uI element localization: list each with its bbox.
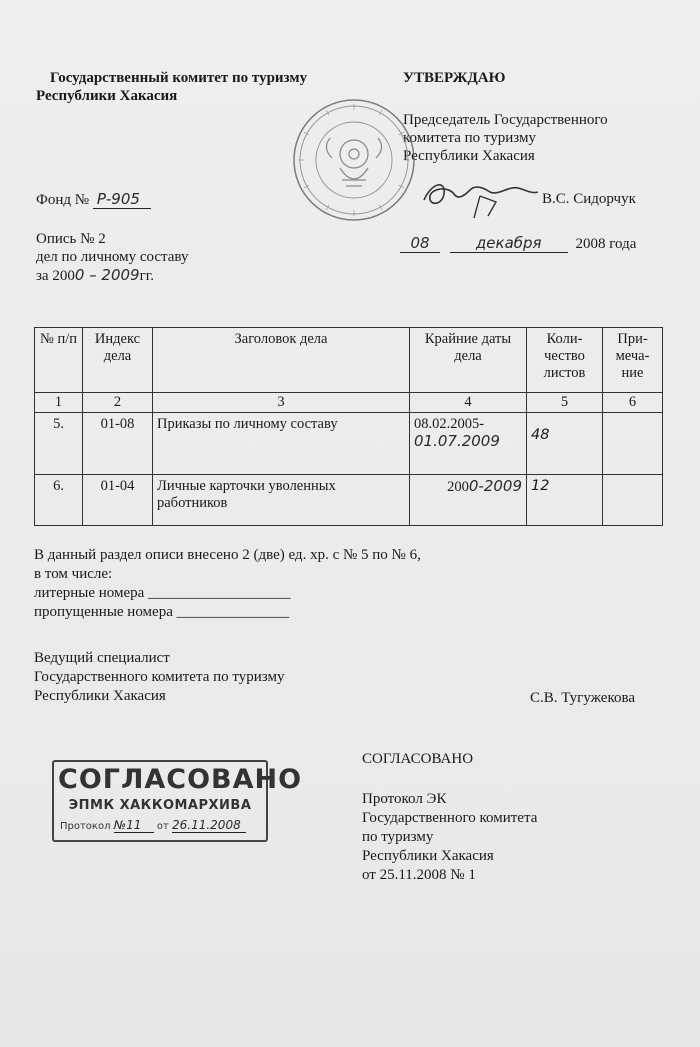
signer-line3: Республики Хакасия [34, 688, 166, 704]
signer-line1: Ведущий специалист [34, 650, 170, 666]
approve-heading: УТВЕРЖДАЮ [403, 70, 506, 86]
stamp-protocol-date: 26.11.2008 [172, 818, 246, 833]
row-dates-end: 01.07.2009 [414, 432, 500, 450]
opis-line3 [36, 266, 154, 285]
row-number: 5. [35, 413, 83, 475]
row-title: Личные карточки уволенных работников [153, 475, 410, 526]
inventory-table [34, 327, 663, 526]
fond-number: Р-905 [93, 190, 151, 209]
table-column-numbers-row [35, 393, 663, 413]
column-number: 4 [410, 393, 527, 413]
fond-label: Фонд № [36, 192, 90, 208]
approval-year: 2008 года [575, 236, 637, 252]
approval-month: декабря [450, 234, 568, 253]
agreed-line2: Государственного комитета [362, 810, 538, 826]
stamp-title: СОГЛАСОВАНО [58, 764, 303, 795]
row-note [603, 413, 663, 475]
row-title: Приказы по личному составу [153, 413, 410, 475]
table-header-cell: При-меча-ние [603, 328, 663, 393]
opis-years-handwritten: 0 – 2009 [74, 266, 140, 284]
signer-name: С.В. Тугужекова [530, 690, 636, 706]
opis-years-prefix: за 200 [36, 268, 75, 284]
column-number: 2 [83, 393, 153, 413]
row-dates-start: 200 [447, 479, 469, 495]
table-row [35, 475, 663, 526]
summary-line4: пропущенные номера _______________ [34, 604, 290, 620]
table-header-cell: № п/п [35, 328, 83, 393]
approval-date [400, 234, 636, 253]
stamp-protocol-label: Протокол [60, 821, 111, 832]
org-name-line2: Республики Хакасия [36, 88, 178, 104]
chair-title-line1: Председатель Государственного [403, 112, 608, 128]
table-header-row [35, 328, 663, 393]
stamp-org: ЭПМК ХАККОМАРХИВА [68, 798, 252, 813]
agreed-line4: Республики Хакасия [362, 848, 494, 864]
stamp-protocol-from: от [156, 821, 169, 832]
chair-title-line2: комитета по туризму [403, 130, 536, 146]
agreed-stamp [52, 760, 303, 842]
agreed-title: СОГЛАСОВАНО [362, 751, 474, 767]
chair-name: В.С. Сидорчук [542, 191, 636, 207]
round-seal-icon [292, 98, 416, 222]
agreed-line1: Протокол ЭК [362, 791, 447, 807]
row-dates-start: 08.02.2005- [414, 416, 485, 432]
row-note [603, 475, 663, 526]
stamp-protocol [60, 818, 246, 833]
fond-line [36, 190, 151, 209]
column-number: 3 [153, 393, 410, 413]
column-number: 1 [35, 393, 83, 413]
chair-signature-icon [418, 172, 542, 220]
column-number: 6 [603, 393, 663, 413]
row-dates-end: 0-2009 [468, 477, 522, 495]
row-dates [410, 475, 527, 526]
summary-line2: в том числе: [34, 566, 113, 582]
summary-line3: литерные номера ___________________ [34, 585, 291, 601]
approval-day: 08 [400, 234, 440, 253]
row-dates [410, 413, 527, 475]
row-sheets: 48 [527, 413, 603, 475]
opis-line2: дел по личному составу [36, 249, 189, 265]
opis-line1: Опись № 2 [36, 231, 106, 247]
table-header-cell: Заголовок дела [153, 328, 410, 393]
row-index: 01-04 [83, 475, 153, 526]
agreed-line5: от 25.11.2008 № 1 [362, 867, 476, 883]
column-number: 5 [527, 393, 603, 413]
summary-line1: В данный раздел описи внесено 2 (две) ед. хр. с № 5 по № 6, [34, 547, 421, 563]
stamp-protocol-number: №11 [114, 818, 154, 833]
table-header-cell: Крайние даты дела [410, 328, 527, 393]
table-header-cell: Индекс дела [83, 328, 153, 393]
org-name-line1: Государственный комитет по туризму [50, 70, 308, 86]
row-sheets: 12 [527, 475, 603, 526]
agreed-line3: по туризму [362, 829, 434, 845]
row-number: 6. [35, 475, 83, 526]
signer-line2: Государственного комитета по туризму [34, 669, 285, 685]
table-header-cell: Коли-чество листов [527, 328, 603, 393]
table-row [35, 413, 663, 475]
chair-title-line3: Республики Хакасия [403, 148, 535, 164]
opis-years-suffix: гг. [139, 268, 154, 284]
row-index: 01-08 [83, 413, 153, 475]
